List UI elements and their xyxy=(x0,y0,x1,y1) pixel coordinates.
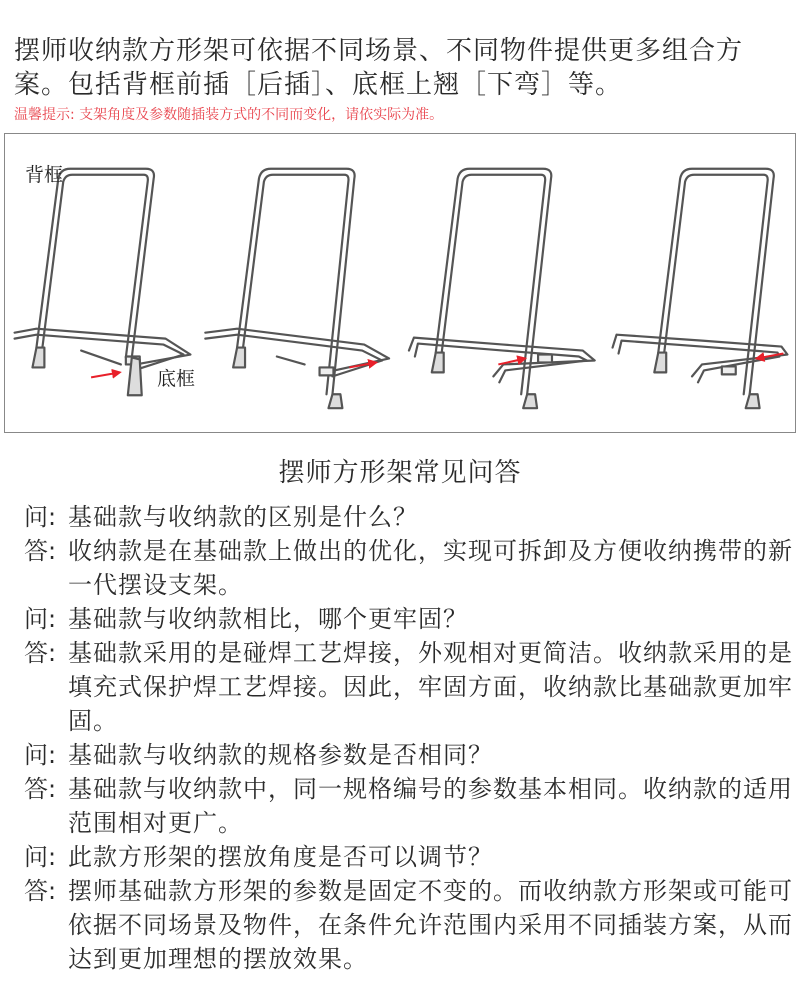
faq-answer xyxy=(24,636,794,738)
qa-prefix: 问: xyxy=(24,605,57,633)
faq-answer xyxy=(24,772,794,840)
faq-answer xyxy=(24,874,794,976)
qa-prefix: 问: xyxy=(24,503,57,531)
qa-prefix: 答: xyxy=(24,775,57,803)
stand-diagram-svg xyxy=(5,134,795,432)
stand-variant-2 xyxy=(205,169,389,408)
label-bottom-frame: 底框 xyxy=(157,368,196,390)
qa-prefix: 答: xyxy=(24,537,57,565)
stand-variant-1 xyxy=(15,169,191,395)
faq-title: 摆师方形架常见问答 xyxy=(278,458,522,488)
intro-text: 摆师收纳款方形架可依据不同场景、不同物件提供更多组合方案。包括背框前插［后插］、底框上翘［下弯］等。 xyxy=(14,36,744,100)
qa-text: 此款方形架的摆放角度是否可以调节？ xyxy=(68,843,493,871)
stand-variant-3 xyxy=(409,169,595,408)
faq-list xyxy=(24,500,794,976)
qa-text: 基础款与收纳款的规格参数是否相同？ xyxy=(68,741,493,769)
qa-prefix: 问: xyxy=(24,843,57,871)
warm-tip: 温馨提示: 支架角度及参数随插装方式的不同而变化，请依实际为准。 xyxy=(14,107,444,123)
stand-variant-4 xyxy=(613,169,788,408)
qa-prefix: 答: xyxy=(24,639,57,667)
qa-prefix: 问: xyxy=(24,741,57,769)
faq-question xyxy=(24,840,794,874)
qa-text: 基础款与收纳款相比，哪个更牢固？ xyxy=(68,605,468,633)
faq-question xyxy=(24,500,794,534)
stand-diagram xyxy=(4,133,796,433)
qa-text: 基础款与收纳款中，同一规格编号的参数基本相同。收纳款的适用范围相对更广。 xyxy=(68,775,793,837)
qa-text: 摆师基础款方形架的参数是固定不变的。而收纳款方形架或可能可依据不同场景及物件，在条件允许范围内采用不同插装方案，从而达到更加理想的摆放效果。 xyxy=(68,877,793,973)
qa-text: 基础款采用的是碰焊工艺焊接，外观相对更简洁。收纳款采用的是填充式保护焊工艺焊接。因此，牢固方面，收纳款比基础款更加牢固。 xyxy=(68,639,793,735)
label-back-frame: 背框 xyxy=(25,164,64,186)
qa-text: 收纳款是在基础款上做出的优化，实现可拆卸及方便收纳携带的新一代摆设支架。 xyxy=(68,537,793,599)
faq-question xyxy=(24,738,794,772)
faq-question xyxy=(24,602,794,636)
qa-prefix: 答: xyxy=(24,877,57,905)
faq-answer xyxy=(24,534,794,602)
qa-text: 基础款与收纳款的区别是什么？ xyxy=(68,503,418,531)
